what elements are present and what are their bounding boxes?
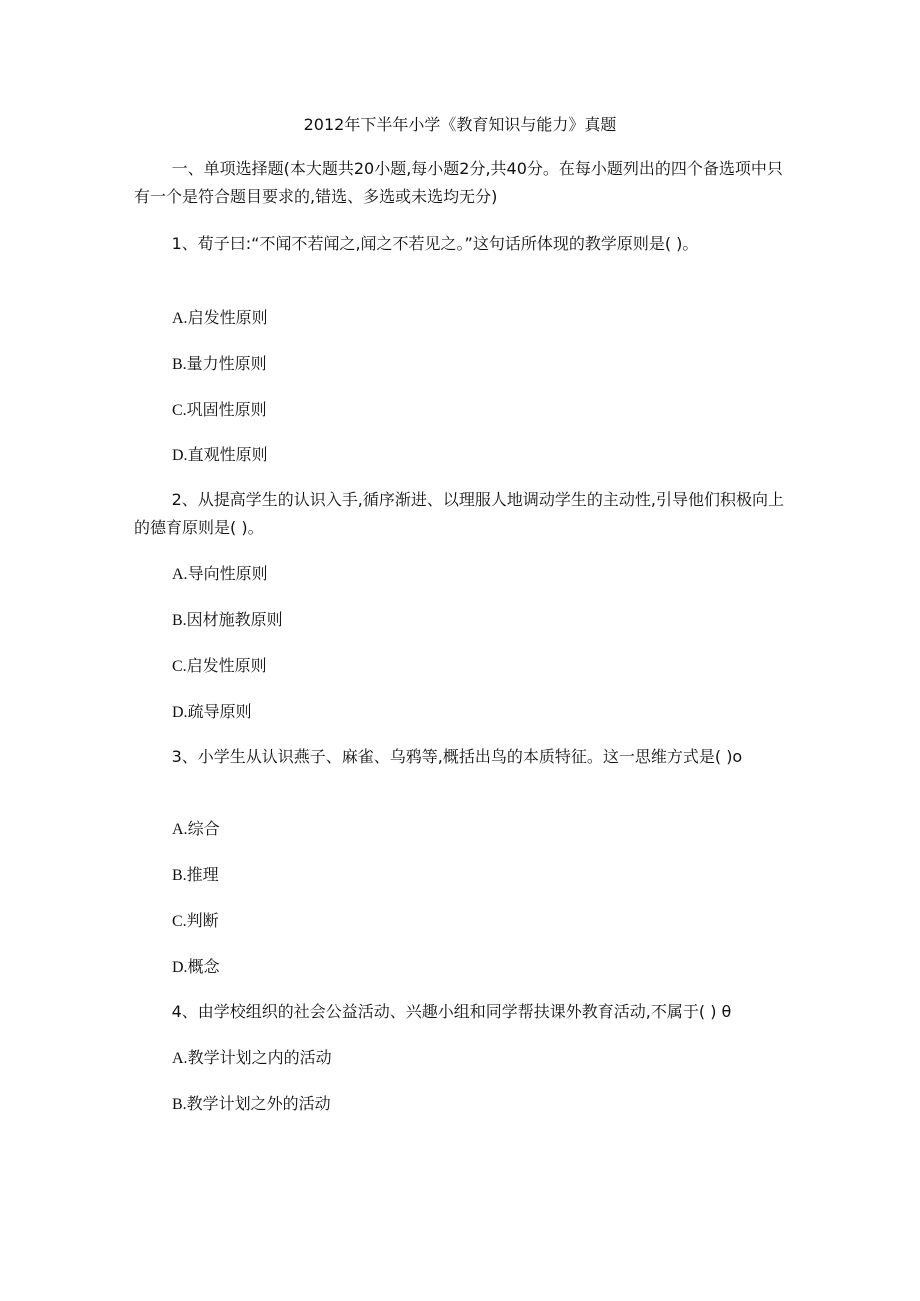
option-text: 巩固性原则 [186,400,267,419]
option-1a [172,307,268,330]
option-2a [172,563,268,586]
option-letter: B. [172,356,187,373]
option-text: 教学计划之外的活动 [186,1094,331,1113]
option-text: 量力性原则 [186,354,267,373]
option-letter: D. [172,447,188,464]
option-1d [172,444,268,467]
option-2b [172,609,283,632]
option-letter: A. [172,566,188,583]
option-letter: C. [172,402,187,419]
option-3a [172,818,220,841]
option-2d [172,701,252,724]
option-text: 直观性原则 [187,445,268,464]
page-title: 2012年下半年小学《教育知识与能力》真题 [303,115,617,134]
option-4a [172,1047,332,1070]
option-text: 疏导原则 [187,702,252,721]
option-letter: D. [172,704,188,721]
option-letter: B. [172,867,187,884]
question-stem-4: 4、由学校组织的社会公益活动、兴趣小组和同学帮扶课外教育活动,不属于( ) θ [171,1002,732,1021]
option-letter: C. [172,658,187,675]
option-text: 导向性原则 [187,564,268,583]
question-stem-1: 1、荀子曰:“不闻不若闻之,闻之不若见之。”这句话所体现的教学原则是( )。 [171,234,699,253]
option-letter: A. [172,821,188,838]
option-3b [172,864,219,887]
option-letter: B. [172,612,187,629]
option-text: 启发性原则 [186,656,267,675]
option-letter: C. [172,913,187,930]
section-heading: 一、单项选择题(本大题共20小题,每小题2分,共40分。在每小题列出的四个备选项中只有一个是符合题目要求的,错选、多选或未选均无分) [134,159,783,206]
option-1c [172,399,267,422]
option-text: 推理 [186,865,219,884]
option-letter: B. [172,1096,187,1113]
option-text: 概念 [187,957,220,976]
option-letter: D. [172,959,188,976]
option-2c [172,655,267,678]
option-letter: A. [172,310,188,327]
option-1b [172,353,267,376]
option-text: 教学计划之内的活动 [187,1048,332,1067]
option-3c [172,910,219,933]
question-stem-2: 2、从提高学生的认识入手,循序渐进、以理服人地调动学生的主动性,引导他们积极向上的德育原则是( )。 [134,490,784,537]
option-3d [172,956,220,979]
option-text: 因材施教原则 [186,610,283,629]
option-text: 启发性原则 [187,308,268,327]
option-text: 综合 [187,819,220,838]
option-letter: A. [172,1050,188,1067]
option-text: 判断 [186,911,219,930]
question-stem-3: 3、小学生从认识燕子、麻雀、乌鸦等,概括出鸟的本质特征。这一思维方式是( )o [171,747,743,766]
option-4b [172,1093,331,1116]
